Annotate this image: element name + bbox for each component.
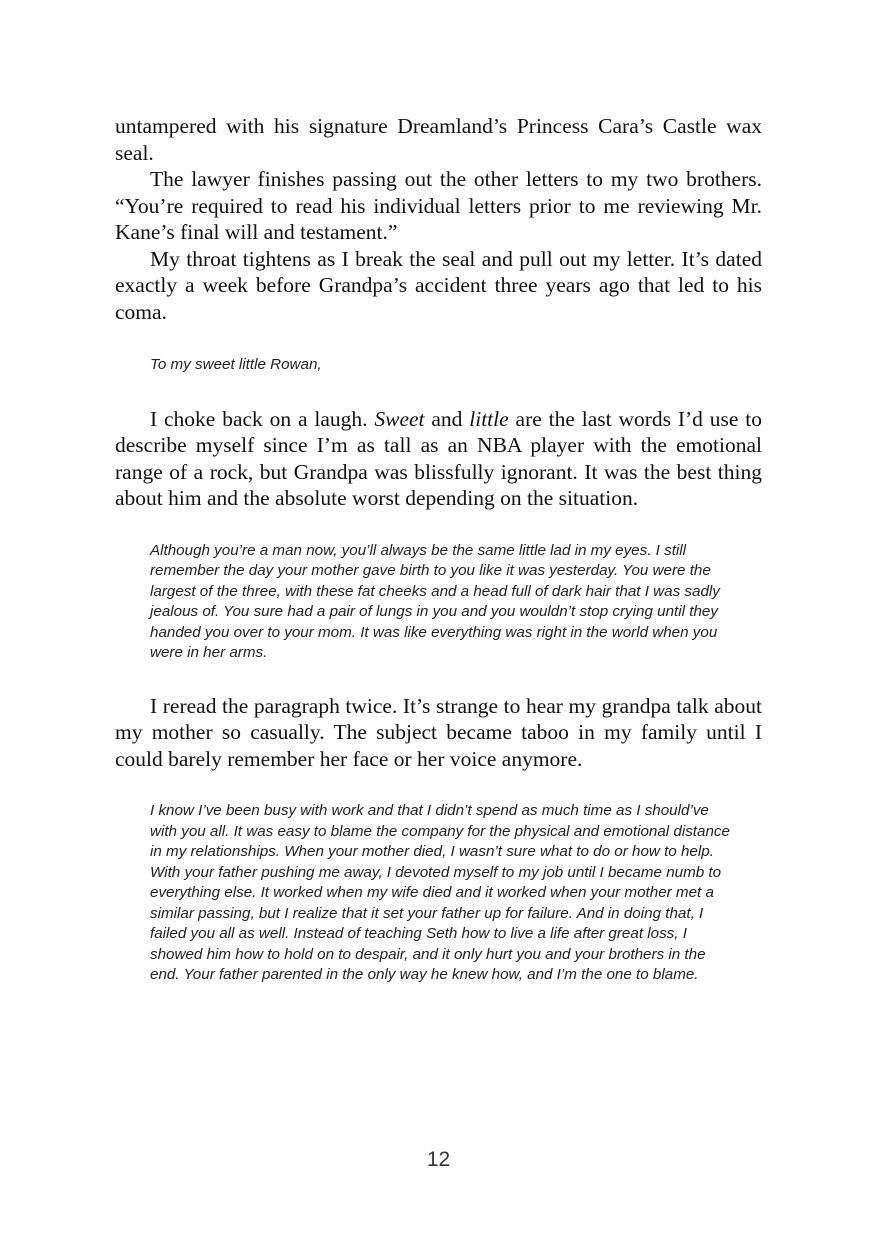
page-number: 12 <box>426 1148 451 1171</box>
text-column <box>115 113 762 986</box>
paragraph-choke-laugh <box>115 406 762 512</box>
paragraph-seal: My throat tightens as I break the seal and pull out my letter. It’s dated exactly a week before Grandpa’s accident three years ago that led to his coma. <box>115 246 762 324</box>
emphasis-little: little <box>469 406 509 431</box>
paragraph-reread: I reread the paragraph twice. It’s strange to hear my grandpa talk about my mother so casually. The subject became taboo in my family until I could barely remember her face or her voice anymore. <box>115 693 762 771</box>
letter-paragraph-2: I know I’ve been busy with work and that I didn’t spend as much time as I should’ve with you all. It was easy to blame the company for the physical and emotional distance in my relationships. When your mother died, I wasn’t sure what to do or how to help. With your father pushing me away, I devoted myself to my job until I became numb to everything else. It worked when my wife died and it worked when your mother met a similar passing, but I realize that it set your father up for failure. And in doing that, I failed you all as well. Instead of teaching Seth how to live a life after great loss, I showed him how to hold on to despair, and it only hurt you and your brothers in the end. Your father parented in the only way he knew how, and I’m the one to blame. <box>150 802 730 983</box>
emphasis-sweet: Sweet <box>374 406 425 431</box>
paragraph-choke-laugh-mid: and <box>424 406 470 431</box>
paragraph-continued: untampered with his signature Dreamland’s Princess Cara’s Castle wax seal. <box>115 114 762 165</box>
letter-paragraph-1: Although you’re a man now, you’ll always be the same little lad in my eyes. I still remember the day your mother gave birth to you like it was yesterday. You were the largest of the three, with these fat cheeks and a head full of dark hair that I was sadly jealous of. You sure had a pair of lungs in you and you wouldn’t stop crying until they handed you over to your mom. It was like everything was right in the world when you were in her arms. <box>150 541 720 661</box>
paragraph-choke-laugh-end: are the last words I’d use to describe myself since I’m as tall as an NBA player with the emotional range of a rock, but Grandpa was blissfully ignorant. It was the best thing about him and the absolute worst depending on the situation. <box>115 406 763 510</box>
paragraph-lawyer: The lawyer finishes passing out the other letters to my two brothers. “You’re required to read his individual letters prior to me reviewing Mr. Kane’s final will and testament.” <box>115 167 762 244</box>
paragraph-choke-laugh-start: I choke back on a laugh. <box>150 406 375 431</box>
letter-salutation: To my sweet little Rowan, <box>150 356 322 373</box>
